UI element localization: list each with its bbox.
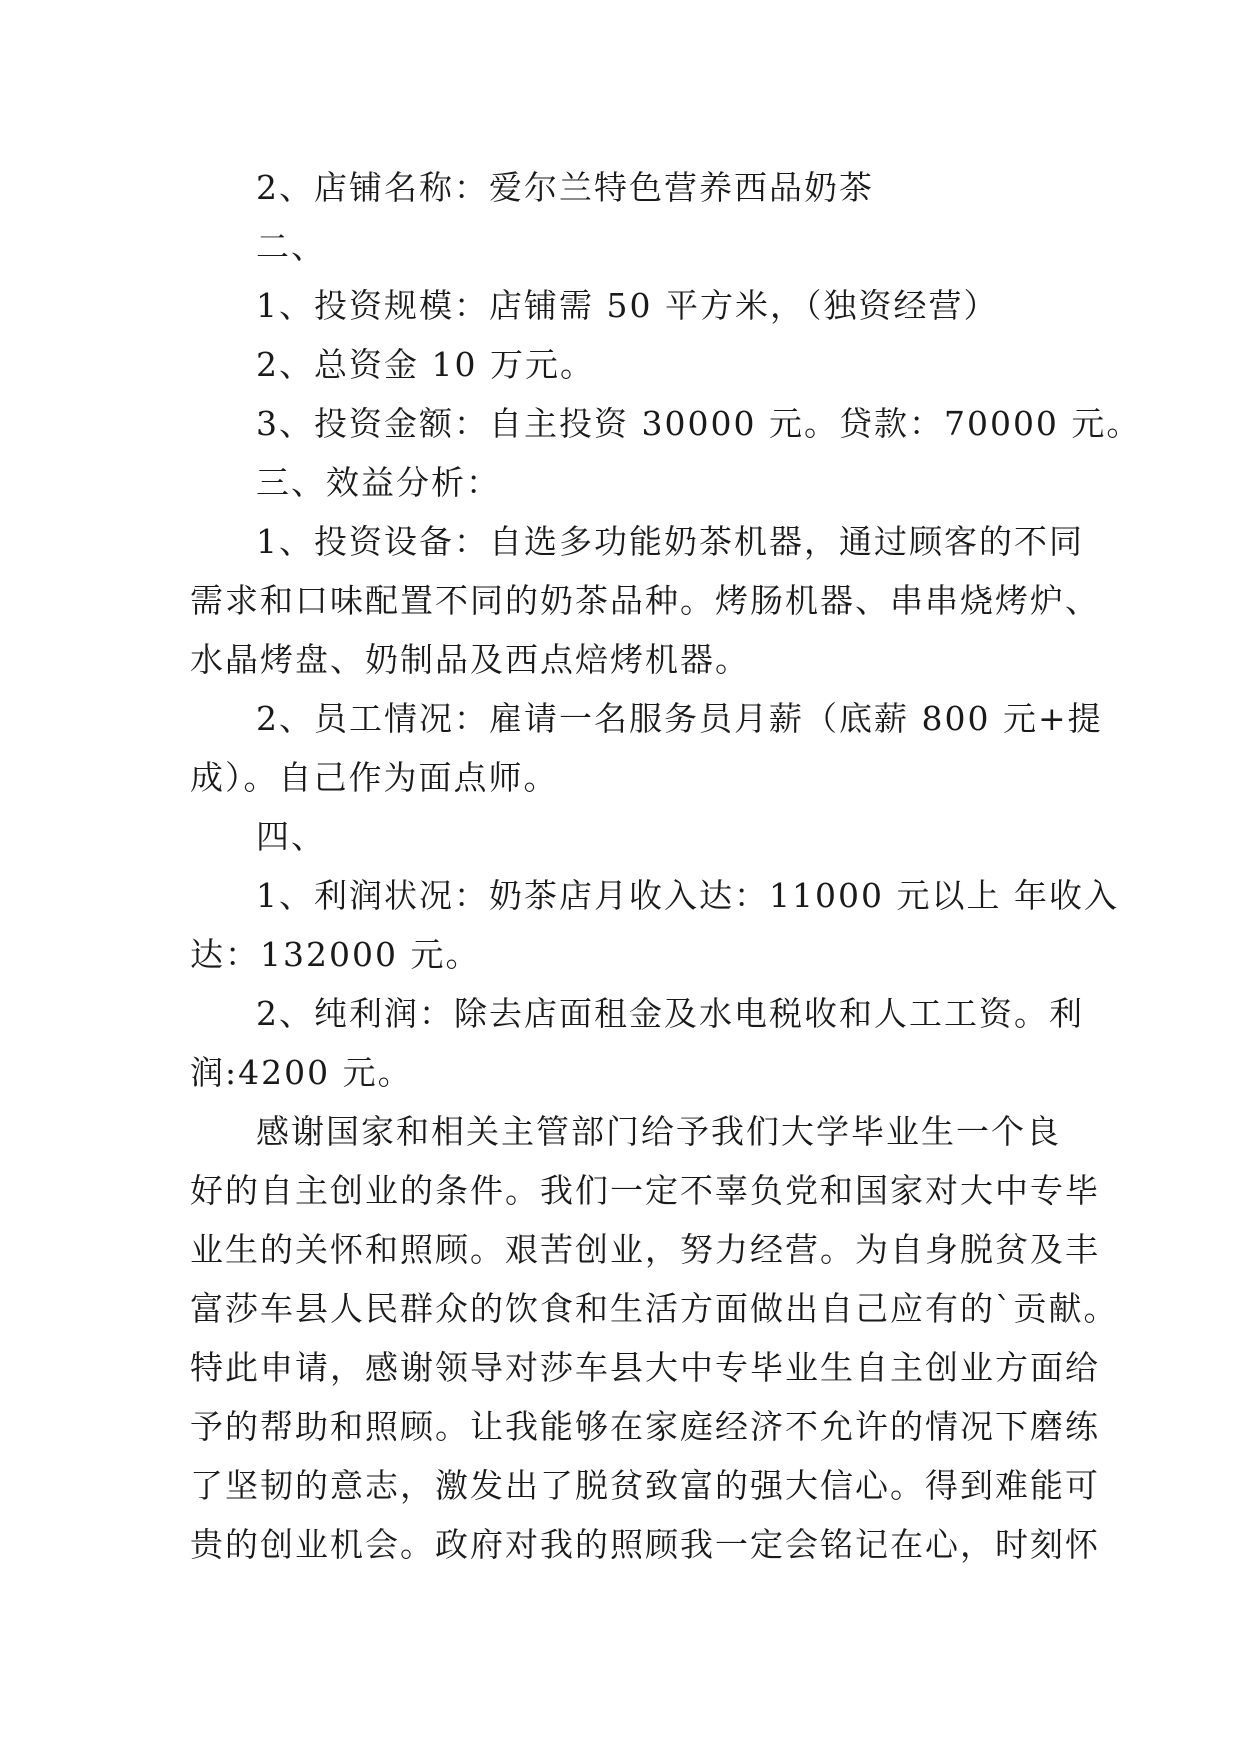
text-line: 了坚韧的意志，激发出了脱贫致富的强大信心。得到难能可: [190, 1466, 1100, 1505]
text-line: 1、投资设备：自选多功能奶茶机器，通过顾客的不同: [256, 522, 1084, 561]
text-line: 予的帮助和照顾。让我能够在家庭经济不允许的情况下磨练: [190, 1407, 1100, 1446]
text-line: 2、总资金 10 万元。: [256, 345, 595, 384]
text-line: 2、纯利润：除去店面租金及水电税收和人工工资。利: [256, 994, 1084, 1033]
document-body: [190, 158, 1142, 1574]
text-line: 需求和口味配置不同的奶茶品种。烤肠机器、串串烧烤炉、: [190, 581, 1100, 620]
text-line: 达：132000 元。: [190, 935, 481, 974]
text-line: 业生的关怀和照顾。艰苦创业，努力经营。为自身脱贫及丰: [190, 1230, 1100, 1269]
text-line: 贵的创业机会。政府对我的照顾我一定会铭记在心，时刻怀: [190, 1525, 1100, 1564]
section-heading: 二、: [256, 227, 326, 266]
text-line: 富莎车县人民群众的饮食和生活方面做出自己应有的`贡献。: [190, 1289, 1119, 1328]
text-line: 感谢国家和相关主管部门给予我们大学毕业生一个良: [256, 1112, 1061, 1151]
section-heading: 四、: [256, 817, 326, 856]
text-line: 特此申请，感谢领导对莎车县大中专毕业生自主创业方面给: [190, 1348, 1100, 1387]
text-line: 1、利润状况：奶茶店月收入达：11000 元以上 年收入: [256, 876, 1119, 915]
text-line: 3、投资金额：自主投资 30000 元。贷款：70000 元。: [256, 404, 1142, 443]
text-line: 2、店铺名称：爱尔兰特色营养西品奶茶: [256, 168, 874, 207]
text-line: 好的自主创业的条件。我们一定不辜负党和国家对大中专毕: [190, 1171, 1100, 1210]
text-line: 成）。自己作为面点师。: [190, 758, 559, 797]
text-line: 2、员工情况：雇请一名服务员月薪（底薪 800 元+提: [256, 699, 1103, 738]
text-line: 1、投资规模：店铺需 50 平方米，（独资经营）: [256, 286, 999, 325]
section-heading: 三、效益分析：: [256, 463, 501, 502]
text-line: 水晶烤盘、奶制品及西点焙烤机器。: [190, 640, 750, 679]
text-line: 润:4200 元。: [190, 1053, 413, 1092]
